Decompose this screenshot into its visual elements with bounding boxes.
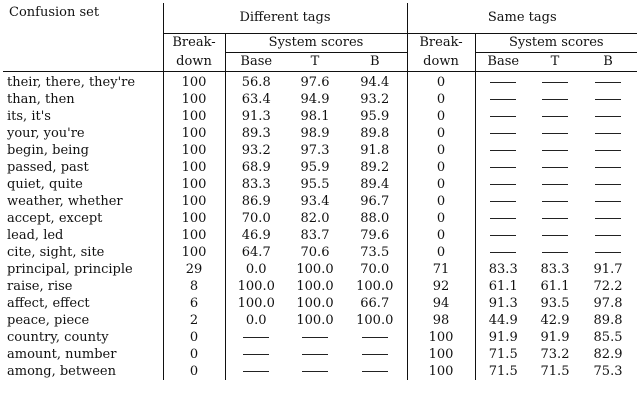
same-t-score (531, 72, 579, 92)
same-b-score: 97.8 (593, 296, 623, 311)
diff-breakdown: 100 (163, 193, 225, 210)
confusion-set-name: your, you're (7, 126, 85, 141)
same-base-score (475, 91, 531, 108)
same-base-score (475, 159, 531, 176)
same-base-score (475, 176, 531, 193)
same-t-score (531, 159, 579, 176)
diff-t-score (287, 346, 343, 363)
empty-dash (490, 218, 516, 219)
diff-base-score (225, 363, 287, 380)
same-breakdown: 0 (407, 244, 475, 261)
same-breakdown: 100 (407, 363, 475, 380)
same-breakdown: 98 (407, 312, 475, 329)
empty-dash (595, 82, 621, 83)
diff-base-score: 63.4 (225, 91, 287, 108)
same-breakdown: 94 (407, 295, 475, 312)
empty-dash (542, 116, 568, 117)
confusion-set-name: among, between (7, 364, 116, 379)
same-breakdown: 92 (407, 278, 475, 295)
diff-t-score: 100.0 (296, 313, 334, 328)
diff-breakdown: 100 (163, 227, 225, 244)
diff-t-score: 100.0 (296, 262, 334, 277)
diff-t-score: 100.0 (296, 296, 334, 311)
diff-t-score: 95.5 (300, 177, 330, 192)
diff-breakdown: 0 (163, 363, 225, 380)
confusion-set-name: peace, piece (7, 313, 90, 328)
same-breakdown: 0 (407, 91, 475, 108)
empty-dash (595, 116, 621, 117)
table-row (3, 142, 637, 159)
empty-dash (490, 82, 516, 83)
confusion-set-name: cite, sight, site (7, 245, 105, 260)
diff-b-score: 70.0 (360, 262, 390, 277)
same-b-score (579, 125, 637, 142)
diff-t-score: 83.7 (300, 228, 330, 243)
diff-t-score (287, 329, 343, 346)
confusion-set-name: passed, past (7, 160, 89, 175)
same-b-score: 85.5 (593, 330, 623, 345)
table-row (3, 125, 637, 142)
table-row (3, 176, 637, 193)
same-t-score (531, 227, 579, 244)
diff-base-score (225, 346, 287, 363)
diff-t-score: 98.1 (300, 109, 330, 124)
confusion-set-name: accept, except (7, 211, 103, 226)
empty-dash (490, 116, 516, 117)
diff-base-score: 83.3 (225, 176, 287, 193)
same-breakdown: 100 (407, 346, 475, 363)
same-base-score (475, 210, 531, 227)
confusion-set-name: begin, being (7, 143, 89, 158)
diff-base-score: 56.8 (225, 72, 287, 92)
empty-dash (490, 133, 516, 134)
empty-dash (595, 133, 621, 134)
table-row (3, 193, 637, 210)
same-base-score (475, 193, 531, 210)
empty-dash (542, 133, 568, 134)
diff-base-score: 0.0 (225, 261, 287, 278)
table-row (3, 261, 637, 278)
same-t-score: 71.5 (540, 364, 570, 379)
diff-b-score (343, 363, 407, 380)
same-base-score: 61.1 (475, 278, 531, 295)
same-t-score (531, 210, 579, 227)
same-b-score: 75.3 (593, 364, 623, 379)
diff-base-score: 86.9 (225, 193, 287, 210)
same-base-score: 91.9 (475, 329, 531, 346)
confusion-set-table (3, 3, 637, 380)
same-breakdown: 0 (407, 108, 475, 125)
diff-b-score: 79.6 (360, 228, 390, 243)
same-breakdown: 0 (407, 72, 475, 92)
diff-t-score: 70.6 (300, 245, 330, 260)
table-row (3, 312, 637, 329)
header-diff-breakdown-line1: Break- (163, 34, 225, 53)
empty-dash (542, 167, 568, 168)
same-t-score (531, 108, 579, 125)
same-base-score (475, 108, 531, 125)
confusion-set-name: country, county (7, 330, 109, 345)
empty-dash (490, 184, 516, 185)
diff-base-score: 46.9 (225, 227, 287, 244)
empty-dash (542, 150, 568, 151)
confusion-set-name: their, there, they're (7, 75, 136, 90)
header-confusion-set: Confusion set (3, 3, 163, 72)
header-same-base: Base (475, 53, 531, 72)
diff-t-score: 100.0 (296, 279, 334, 294)
empty-dash (542, 184, 568, 185)
empty-dash (302, 371, 328, 372)
diff-b-score: 94.4 (360, 75, 390, 90)
empty-dash (490, 201, 516, 202)
same-t-score: 42.9 (540, 313, 570, 328)
header-same-system-scores: System scores (475, 34, 637, 53)
diff-b-score: 66.7 (360, 296, 390, 311)
same-t-score: 91.9 (540, 330, 570, 345)
table-row (3, 346, 637, 363)
diff-t-score: 94.9 (300, 92, 330, 107)
same-t-score (531, 244, 579, 261)
empty-dash (542, 82, 568, 83)
diff-b-score: 91.8 (360, 143, 390, 158)
same-b-score: 89.8 (593, 313, 623, 328)
diff-base-score: 100.0 (225, 295, 287, 312)
empty-dash (595, 218, 621, 219)
empty-dash (542, 235, 568, 236)
same-breakdown: 71 (407, 261, 475, 278)
table-row (3, 227, 637, 244)
same-b-score (579, 210, 637, 227)
diff-b-score: 88.0 (360, 211, 390, 226)
same-breakdown: 100 (407, 329, 475, 346)
diff-breakdown: 100 (163, 176, 225, 193)
same-b-score (579, 227, 637, 244)
empty-dash (490, 235, 516, 236)
same-b-score (579, 159, 637, 176)
header-same-tags: Same tags (407, 3, 637, 34)
diff-breakdown: 100 (163, 108, 225, 125)
same-base-score (475, 72, 531, 92)
diff-b-score: 89.2 (360, 160, 390, 175)
table-row (3, 244, 637, 261)
same-b-score: 91.7 (593, 262, 623, 277)
header-same-breakdown-line2: down (407, 53, 475, 72)
diff-t-score: 97.3 (300, 143, 330, 158)
diff-b-score (343, 329, 407, 346)
empty-dash (542, 252, 568, 253)
diff-base-score: 64.7 (225, 244, 287, 261)
diff-b-score: 96.7 (360, 194, 390, 209)
empty-dash (302, 354, 328, 355)
empty-dash (595, 201, 621, 202)
table-row (3, 363, 637, 380)
same-t-score (531, 91, 579, 108)
empty-dash (595, 184, 621, 185)
same-base-score (475, 125, 531, 142)
diff-base-score (225, 329, 287, 346)
table-row (3, 329, 637, 346)
same-breakdown: 0 (407, 142, 475, 159)
empty-dash (490, 252, 516, 253)
table-row (3, 108, 637, 125)
empty-dash (490, 167, 516, 168)
empty-dash (302, 337, 328, 338)
diff-base-score: 70.0 (225, 210, 287, 227)
diff-b-score: 89.8 (360, 126, 390, 141)
same-t-score: 83.3 (540, 262, 570, 277)
diff-b-score: 100.0 (356, 279, 394, 294)
empty-dash (595, 252, 621, 253)
diff-t-score: 95.9 (300, 160, 330, 175)
header-same-breakdown-line1: Break- (407, 34, 475, 53)
diff-b-score: 100.0 (356, 313, 394, 328)
header-same-b: B (579, 53, 637, 72)
same-b-score (579, 176, 637, 193)
same-breakdown: 0 (407, 210, 475, 227)
empty-dash (595, 99, 621, 100)
header-diff-t: T (287, 53, 343, 72)
diff-breakdown: 100 (163, 210, 225, 227)
diff-b-score: 89.4 (360, 177, 390, 192)
empty-dash (490, 99, 516, 100)
same-b-score (579, 91, 637, 108)
diff-b-score: 95.9 (360, 109, 390, 124)
confusion-set-name: affect, effect (7, 296, 90, 311)
diff-base-score: 100.0 (225, 278, 287, 295)
confusion-set-name: weather, whether (7, 194, 123, 209)
empty-dash (542, 218, 568, 219)
diff-breakdown: 0 (163, 346, 225, 363)
diff-breakdown: 2 (163, 312, 225, 329)
diff-breakdown: 29 (163, 261, 225, 278)
same-base-score: 71.5 (475, 346, 531, 363)
diff-base-score: 89.3 (225, 125, 287, 142)
same-t-score (531, 125, 579, 142)
diff-breakdown: 100 (163, 159, 225, 176)
empty-dash (490, 150, 516, 151)
same-breakdown: 0 (407, 125, 475, 142)
same-t-score (531, 142, 579, 159)
table-row (3, 295, 637, 312)
header-diff-system-scores: System scores (225, 34, 407, 53)
diff-b-score: 73.5 (360, 245, 390, 260)
same-base-score: 83.3 (475, 261, 531, 278)
same-base-score: 71.5 (475, 363, 531, 380)
diff-breakdown: 100 (163, 142, 225, 159)
diff-base-score: 0.0 (225, 312, 287, 329)
header-diff-breakdown-line2: down (163, 53, 225, 72)
confusion-set-name: principal, principle (7, 262, 133, 277)
same-t-score: 73.2 (540, 347, 570, 362)
same-t-score: 61.1 (540, 279, 570, 294)
table-row (3, 159, 637, 176)
diff-breakdown: 100 (163, 244, 225, 261)
diff-b-score: 93.2 (360, 92, 390, 107)
empty-dash (243, 354, 269, 355)
diff-t-score: 93.4 (300, 194, 330, 209)
same-b-score: 72.2 (593, 279, 623, 294)
same-breakdown: 0 (407, 227, 475, 244)
same-base-score (475, 244, 531, 261)
table-row (3, 72, 637, 92)
diff-b-score (343, 346, 407, 363)
diff-base-score: 68.9 (225, 159, 287, 176)
same-b-score (579, 72, 637, 92)
empty-dash (243, 371, 269, 372)
header-different-tags: Different tags (163, 3, 407, 34)
same-b-score (579, 193, 637, 210)
diff-t-score: 97.6 (300, 75, 330, 90)
empty-dash (595, 167, 621, 168)
same-base-score: 44.9 (475, 312, 531, 329)
same-t-score: 93.5 (540, 296, 570, 311)
empty-dash (595, 235, 621, 236)
table-row (3, 91, 637, 108)
empty-dash (362, 337, 388, 338)
same-t-score (531, 176, 579, 193)
same-base-score: 91.3 (475, 295, 531, 312)
diff-breakdown: 8 (163, 278, 225, 295)
confusion-set-name: its, it's (7, 109, 51, 124)
diff-breakdown: 100 (163, 125, 225, 142)
empty-dash (243, 337, 269, 338)
empty-dash (542, 99, 568, 100)
confusion-set-name: quiet, quite (7, 177, 83, 192)
diff-t-score: 98.9 (300, 126, 330, 141)
table-body (3, 72, 637, 381)
confusion-set-name: lead, led (7, 228, 64, 243)
diff-breakdown: 0 (163, 329, 225, 346)
diff-base-score: 93.2 (225, 142, 287, 159)
same-base-score (475, 142, 531, 159)
header-diff-b: B (343, 53, 407, 72)
same-b-score (579, 108, 637, 125)
same-base-score (475, 227, 531, 244)
same-b-score (579, 142, 637, 159)
same-breakdown: 0 (407, 193, 475, 210)
diff-breakdown: 100 (163, 91, 225, 108)
confusion-set-name: amount, number (7, 347, 117, 362)
confusion-set-name: than, then (7, 92, 75, 107)
confusion-set-name: raise, rise (7, 279, 73, 294)
diff-t-score: 82.0 (300, 211, 330, 226)
same-t-score (531, 193, 579, 210)
diff-breakdown: 6 (163, 295, 225, 312)
same-breakdown: 0 (407, 159, 475, 176)
empty-dash (542, 201, 568, 202)
diff-t-score (287, 363, 343, 380)
same-b-score (579, 244, 637, 261)
empty-dash (362, 354, 388, 355)
table-row (3, 210, 637, 227)
diff-base-score: 91.3 (225, 108, 287, 125)
table-row (3, 278, 637, 295)
header-diff-base: Base (225, 53, 287, 72)
diff-breakdown: 100 (163, 72, 225, 92)
empty-dash (362, 371, 388, 372)
header-same-t: T (531, 53, 579, 72)
table-container (3, 3, 637, 380)
empty-dash (595, 150, 621, 151)
same-b-score: 82.9 (593, 347, 623, 362)
same-breakdown: 0 (407, 176, 475, 193)
